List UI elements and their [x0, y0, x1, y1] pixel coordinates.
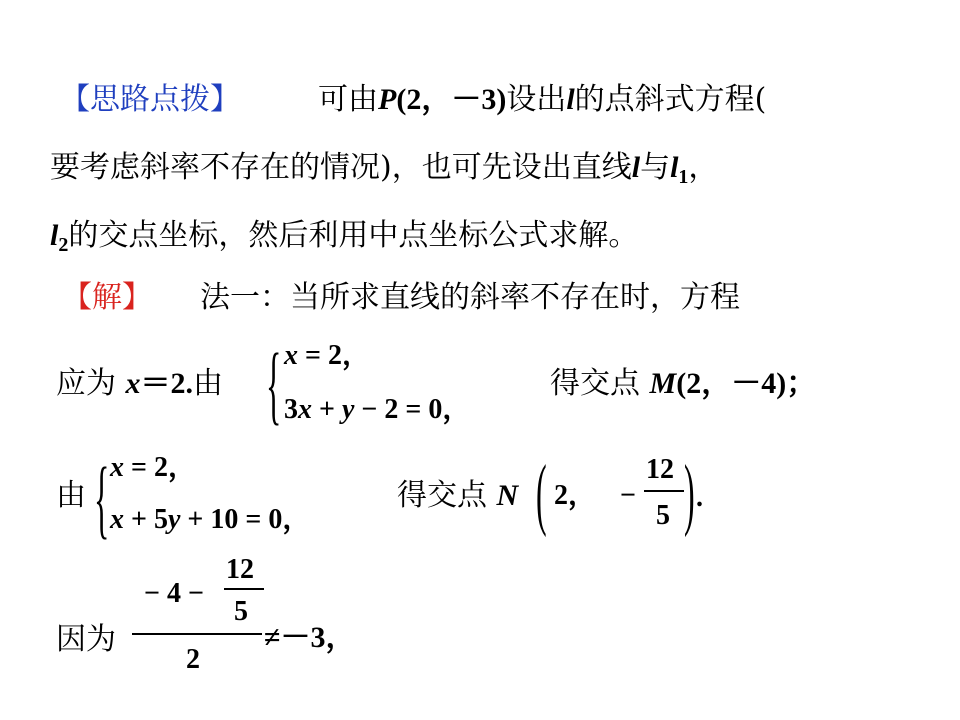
- text: 可由: [318, 82, 378, 117]
- n-minus: −: [620, 480, 636, 511]
- point-p: P: [378, 83, 397, 116]
- inner-fraction-bar: [224, 588, 264, 590]
- var-x: x: [125, 367, 141, 400]
- period: .: [696, 482, 703, 513]
- fraction-denominator: 5: [656, 500, 670, 531]
- var-y: y: [341, 394, 355, 425]
- inner-fraction-denominator: 5: [234, 596, 248, 627]
- brace-icon: {: [94, 448, 110, 548]
- system-1-row-1: [284, 338, 370, 374]
- point-n: N: [496, 479, 519, 512]
- subscript: 1: [678, 166, 689, 188]
- hint-label: 【思路点拨】: [60, 82, 240, 117]
- line-7-text: 因为: [56, 622, 116, 657]
- line-6-you: 由: [56, 478, 86, 513]
- system-1-row-2: [284, 392, 470, 428]
- text: − 2 = 0，: [354, 394, 471, 425]
- intersection-n: [397, 478, 518, 514]
- text: +: [312, 394, 342, 425]
- var-x: x: [110, 504, 124, 535]
- text: 与: [640, 150, 671, 185]
- hint-line-2: [50, 150, 718, 195]
- text: 的交点坐标，然后利用中点坐标公式求解。: [68, 218, 639, 253]
- var-x: x: [110, 452, 124, 483]
- not-equal-result: ≠－3，: [264, 621, 356, 654]
- var-x: x: [298, 394, 312, 425]
- line-l: l: [631, 151, 641, 184]
- text: + 10 = 0，: [180, 504, 311, 535]
- method-1-text: 法一：当所求直线的斜率不存在时，方程: [200, 280, 740, 315]
- text: ＝2.: [140, 367, 194, 400]
- line-5: [56, 366, 223, 402]
- n-x-coord: 2，: [554, 480, 597, 511]
- text: 3: [284, 394, 298, 425]
- subscript: 2: [58, 234, 69, 256]
- var-y: y: [167, 504, 181, 535]
- line-l: l: [566, 83, 575, 116]
- text: 要考虑斜率不存在的情况)，也可先设出直线: [50, 150, 632, 185]
- text: 的点斜式方程(: [574, 82, 767, 117]
- big-fraction-bar: [132, 633, 262, 635]
- point-m-coords: (2，－4)；: [676, 367, 817, 400]
- text: = 2，: [131, 452, 196, 483]
- fraction-numerator: 12: [646, 454, 674, 485]
- solution-label: 【解】: [62, 280, 152, 315]
- text: + 5: [124, 504, 168, 535]
- text: 应为: [56, 366, 116, 401]
- hint-line-3: [50, 218, 638, 263]
- point-m: M: [649, 367, 677, 400]
- line-l1: l: [670, 151, 679, 184]
- left-paren-icon: (: [536, 448, 547, 538]
- system-2-row-1: [110, 450, 196, 486]
- var-x: x: [284, 340, 298, 371]
- system-2-row-2: [110, 502, 310, 538]
- big-fraction-denominator: 2: [186, 644, 200, 675]
- big-fraction-numerator: − 4 −: [144, 578, 204, 609]
- intersection-m: [550, 366, 816, 402]
- hint-line-1: [318, 82, 766, 118]
- inner-fraction-numerator: 12: [226, 554, 254, 585]
- fraction-bar: [644, 490, 684, 492]
- text: 得交点: [550, 366, 640, 401]
- text: ，: [688, 150, 719, 185]
- right-paren-icon: ): [684, 448, 695, 538]
- text: 设出: [506, 82, 567, 117]
- point-p-coords: (2，－3): [396, 83, 507, 116]
- text: 得交点: [397, 478, 487, 513]
- brace-icon: {: [266, 334, 282, 434]
- line-l2: l: [50, 219, 59, 252]
- text: 由: [193, 366, 224, 401]
- text: = 2，: [305, 340, 370, 371]
